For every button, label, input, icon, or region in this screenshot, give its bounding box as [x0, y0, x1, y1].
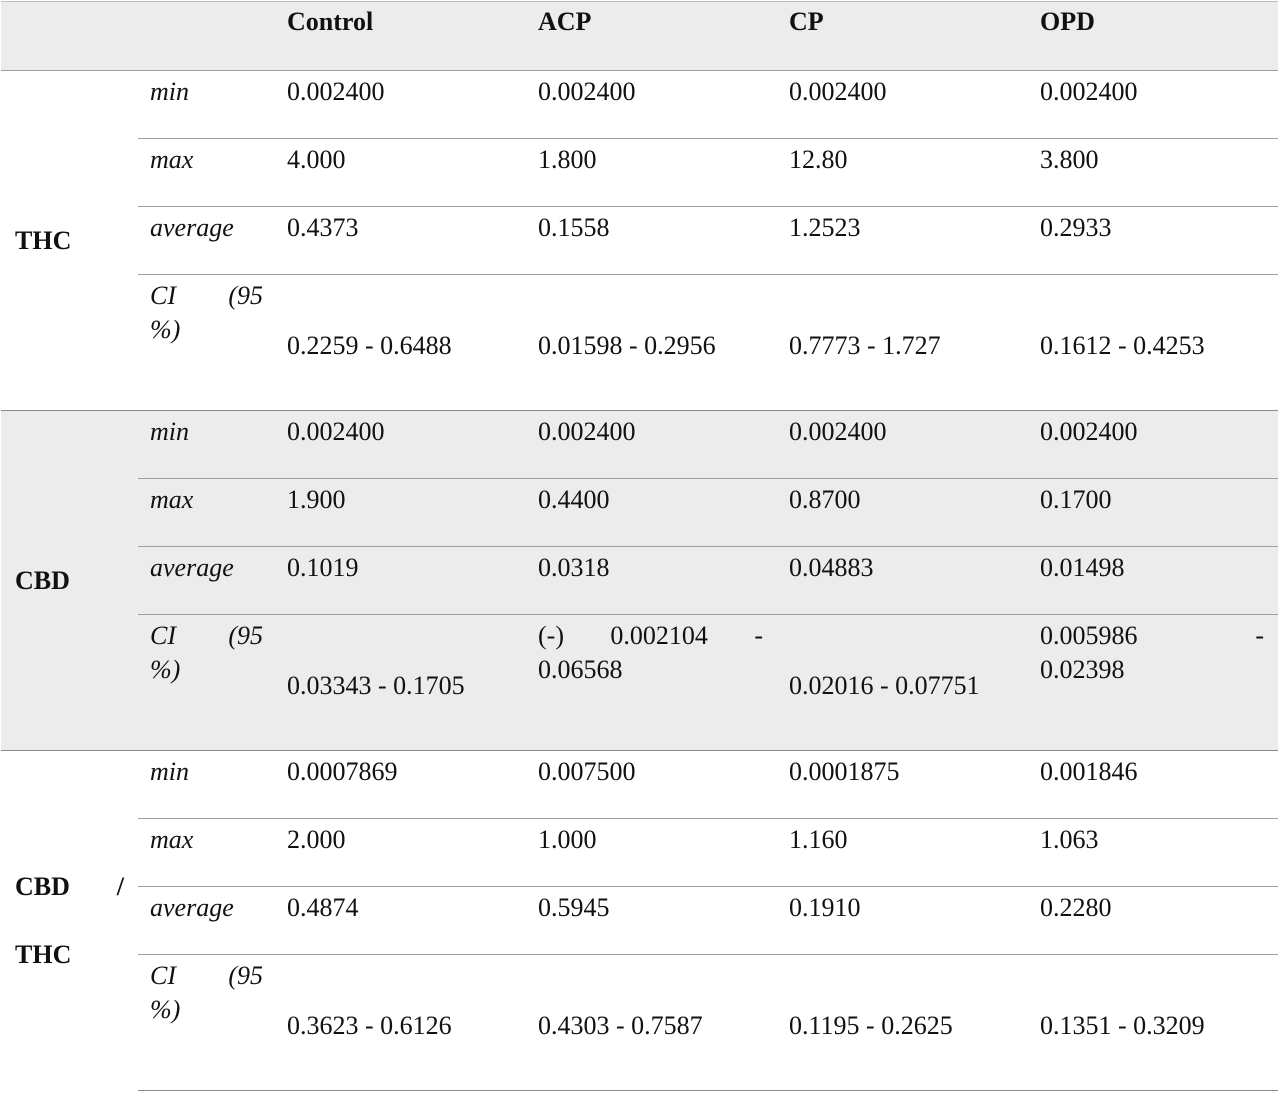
- table-cell: 3.800: [1028, 139, 1278, 207]
- group-label-part: /: [116, 871, 124, 901]
- cell-part: -: [754, 621, 763, 650]
- group-label-cbd: CBD: [1, 411, 138, 751]
- table-cell: 0.002400: [287, 77, 385, 106]
- metric-label: average: [138, 207, 275, 275]
- table-cell: 0.002400: [275, 411, 526, 479]
- table-cell: 0.4303 - 0.7587: [526, 955, 777, 1091]
- metric-label: max: [138, 139, 275, 207]
- header-cell-metric: [138, 2, 275, 71]
- metric-label: min: [138, 411, 275, 479]
- metric-label-part: (95: [228, 621, 263, 650]
- table-cell: 1.800: [526, 139, 777, 207]
- table-cell: 1.2523: [777, 207, 1028, 275]
- table-cell: 0.002400: [1028, 411, 1278, 479]
- table-cell: 0.1612 - 0.4253: [1028, 275, 1278, 411]
- cell-part: 0.06568: [538, 655, 623, 684]
- metric-label-part: CI: [150, 281, 176, 310]
- table-cell: 1.063: [1028, 819, 1278, 887]
- cell-part: 0.02398: [1040, 655, 1125, 684]
- group-label-cbd-thc: [1, 751, 138, 1091]
- table-cell: 0.002400: [789, 77, 887, 106]
- table-cell: 0.4373: [275, 207, 526, 275]
- metric-label-part: %): [150, 655, 181, 684]
- table-cell: 0.2933: [1028, 207, 1278, 275]
- table-cell: 0.1195 - 0.2625: [777, 955, 1028, 1091]
- metric-label: max: [138, 479, 275, 547]
- table-row: [1, 479, 1278, 547]
- table-cell: 0.2280: [1028, 887, 1278, 955]
- table-cell: 12.80: [777, 139, 1028, 207]
- table-cell: 0.1351 - 0.3209: [1028, 955, 1278, 1091]
- header-opd: OPD: [1028, 2, 1278, 71]
- table-row: [1, 819, 1278, 887]
- metric-label-part: CI: [150, 621, 176, 650]
- metric-label-part: CI: [150, 961, 176, 990]
- table-row: [1, 411, 1278, 479]
- table-cell: 0.04883: [777, 547, 1028, 615]
- table-row: [1, 547, 1278, 615]
- table-row: [1, 275, 1278, 411]
- results-table: [1, 1, 1278, 1091]
- table-cell: [526, 615, 777, 751]
- header-control: Control: [275, 2, 526, 71]
- table-cell: 0.001846: [1028, 751, 1278, 819]
- metric-label: min: [150, 77, 189, 106]
- table-cell: 0.3623 - 0.6126: [275, 955, 526, 1091]
- cell-part: 0.005986: [1040, 621, 1138, 650]
- table-cell: 0.01598 - 0.2956: [526, 275, 777, 411]
- metric-label-ci: [138, 955, 275, 1091]
- table-cell: 0.002400: [526, 411, 777, 479]
- table-cell: 0.8700: [777, 479, 1028, 547]
- cell-part: 0.002104: [610, 621, 708, 650]
- metric-label-ci: [138, 275, 275, 411]
- table-cell: 0.007500: [526, 751, 777, 819]
- table-cell: 0.4400: [526, 479, 777, 547]
- metric-label: average: [138, 887, 275, 955]
- table-row: [1, 955, 1278, 1091]
- table-cell: 0.0318: [526, 547, 777, 615]
- table-cell: 1.000: [526, 819, 777, 887]
- table-cell: 0.7773 - 1.727: [777, 275, 1028, 411]
- table-cell: 0.1019: [275, 547, 526, 615]
- header-cell-group: [1, 2, 138, 71]
- metric-label-part: (95: [228, 961, 263, 990]
- table-row: [1, 207, 1278, 275]
- table-cell: 0.1910: [777, 887, 1028, 955]
- group-label-part: THC: [15, 939, 72, 969]
- table-cell: 0.02016 - 0.07751: [777, 615, 1028, 751]
- table-cell: 0.0007869: [275, 751, 526, 819]
- table-cell: 0.4874: [275, 887, 526, 955]
- metric-label-part: %): [150, 995, 181, 1024]
- table-cell: 0.01498: [1028, 547, 1278, 615]
- metric-label-ci: [138, 615, 275, 751]
- table-row: [1, 139, 1278, 207]
- table-row: [1, 751, 1278, 819]
- table-cell: 0.0001875: [777, 751, 1028, 819]
- table-cell: 0.1558: [526, 207, 777, 275]
- table-cell: 1.160: [777, 819, 1028, 887]
- table-row: [1, 615, 1278, 751]
- table-cell: 0.03343 - 0.1705: [275, 615, 526, 751]
- table-cell: 0.002400: [538, 77, 636, 106]
- metric-label: max: [138, 819, 275, 887]
- table-row: [1, 887, 1278, 955]
- table-cell: 2.000: [275, 819, 526, 887]
- metric-label: average: [138, 547, 275, 615]
- table-row: [1, 71, 1278, 139]
- table-cell: 4.000: [275, 139, 526, 207]
- table-cell: 0.2259 - 0.6488: [275, 275, 526, 411]
- header-row: [1, 2, 1278, 71]
- table-cell: 0.1700: [1028, 479, 1278, 547]
- header-cp: CP: [777, 2, 1028, 71]
- table-cell: 0.002400: [777, 411, 1028, 479]
- table-cell: 0.002400: [1040, 77, 1138, 106]
- metric-label: min: [138, 751, 275, 819]
- header-acp: ACP: [526, 2, 777, 71]
- table-cell: [1028, 615, 1278, 751]
- group-label-part: CBD: [15, 871, 70, 901]
- table-cell: 1.900: [275, 479, 526, 547]
- metric-label-part: %): [150, 315, 181, 344]
- cell-part: (-): [538, 621, 564, 650]
- table-cell: 0.5945: [526, 887, 777, 955]
- cell-part: -: [1255, 621, 1264, 650]
- metric-label-part: (95: [228, 281, 263, 310]
- group-label-thc: THC: [15, 225, 72, 255]
